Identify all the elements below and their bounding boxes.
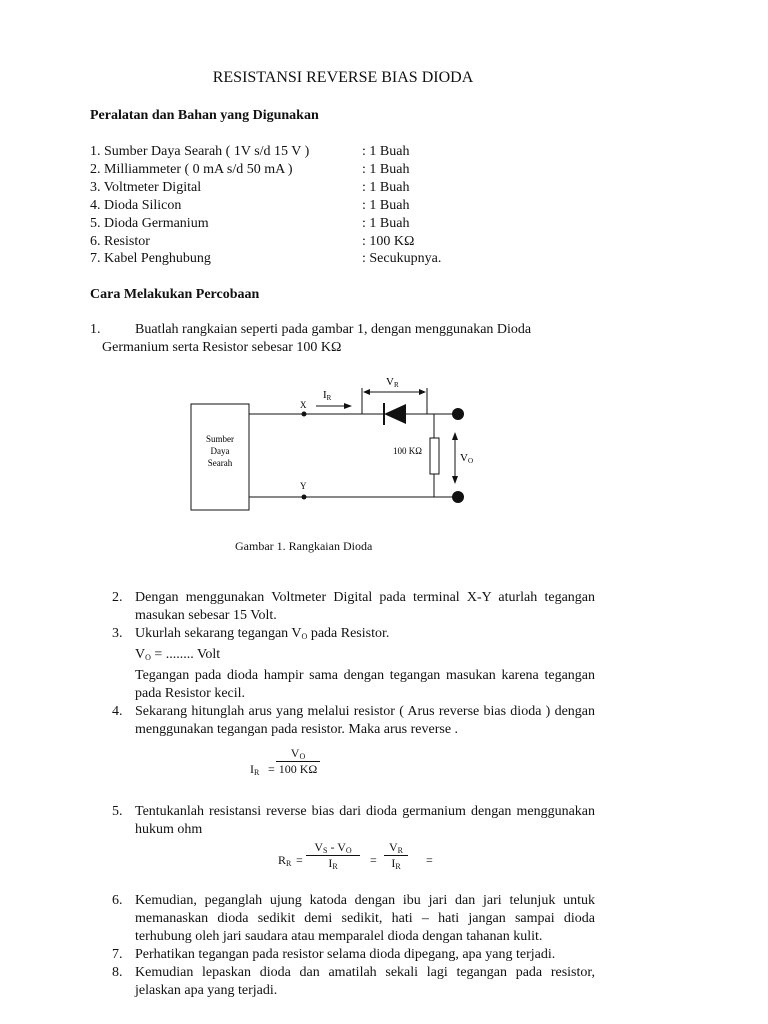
formula1-denominator: 100 KΩ	[278, 762, 318, 776]
power-source-box	[191, 404, 249, 510]
equipment-qty: : 100 KΩ	[362, 233, 415, 249]
steps-list-c	[90, 892, 595, 1000]
equipment-qty: : 1 Buah	[362, 161, 410, 177]
equipment-qty: : 1 Buah	[362, 197, 410, 213]
vo-label-main: V	[460, 452, 468, 464]
formula2-num2-main: V	[388, 840, 398, 854]
vo-label	[460, 452, 473, 465]
step-3-line1-post: pada Resistor.	[307, 626, 390, 641]
list-item	[90, 964, 595, 1000]
step-3-line2	[135, 646, 595, 667]
formula2-numerator-1	[306, 840, 360, 855]
formula2-denominator-1	[306, 856, 360, 871]
formula1-fraction	[276, 746, 320, 777]
power-source-label-3: Searah	[207, 458, 233, 468]
formula2-den1-main: I	[328, 856, 333, 870]
diode-symbol	[384, 404, 406, 424]
formula2-equals-3: =	[426, 853, 433, 867]
vo-label-sub: O	[467, 457, 474, 465]
formula2-num1-mid: - V	[327, 840, 346, 854]
step-number: 4.	[112, 704, 123, 719]
formula2-fraction-2	[384, 840, 408, 871]
steps-list-a	[90, 589, 595, 739]
label-y: Y	[300, 481, 307, 491]
step-number: 3.	[112, 626, 123, 641]
power-source-label-2: Daya	[210, 446, 230, 456]
step-3-line2-post: = ........ Volt	[150, 647, 221, 662]
vr-arrow-head-right	[419, 389, 426, 395]
vr-arrow-head-left	[363, 389, 370, 395]
formula1-num-main: V	[290, 746, 300, 760]
list-item	[90, 625, 595, 703]
equipment-name: 4. Dioda Silicon	[90, 197, 182, 213]
step-text: Dengan menggunakan Voltmeter Digital pada terminal X-Y aturlah tegangan masukan sebesar 15 Volt.	[135, 590, 595, 623]
resistor-symbol	[430, 438, 439, 474]
step-1-text-line1: Buatlah rangkaian seperti pada gambar 1, dengan menggunakan Dioda	[135, 322, 532, 337]
ir-label-sub: R	[326, 394, 332, 402]
node-y	[302, 495, 307, 500]
step-number: 5.	[112, 804, 123, 819]
vr-label	[386, 376, 399, 389]
formula2-fraction-1	[306, 840, 360, 871]
vr-label-sub: R	[393, 381, 399, 389]
equipment-qty: : 1 Buah	[362, 144, 410, 159]
node-x	[302, 412, 307, 417]
formula2-num1-a: V	[314, 840, 323, 854]
formula2-den2-sub: R	[395, 862, 401, 871]
formula1-lhs-sub: R	[254, 768, 260, 777]
equipment-qty: : 1 Buah	[362, 179, 410, 195]
step-text: Sekarang hitunglah arus yang melalui resistor ( Arus reverse bias dioda ) dengan menggunakan tegangan pada resistor. Maka arus reverse .	[135, 704, 595, 737]
equipment-name: 1. Sumber Daya Searah ( 1V s/d 15 V )	[90, 144, 310, 159]
formula1-lhs	[250, 760, 259, 782]
procedure-heading: Cara Melakukan Percobaan	[90, 287, 260, 302]
formula2-numerator-2	[384, 840, 408, 855]
step-1-text-line2: Germanium serta Resistor sebesar 100 KΩ	[102, 340, 342, 355]
formula1-equals: =	[268, 762, 275, 776]
formula2-num1-a-sub: S	[322, 846, 328, 855]
list-item	[90, 946, 595, 964]
step-number: 8.	[112, 965, 123, 980]
formula2-lhs-main: R	[278, 853, 287, 867]
step-3-line1	[135, 625, 595, 646]
step-3-line2-pre: V	[135, 647, 146, 662]
formula2-lhs	[278, 851, 291, 873]
equipment-name: 6. Resistor	[90, 233, 150, 249]
figure-caption: Gambar 1. Rangkaian Dioda	[235, 539, 373, 553]
vo-arrow-head-top	[452, 432, 458, 440]
equipment-heading: Peralatan dan Bahan yang Digunakan	[90, 108, 319, 123]
step-3-line3: Tegangan pada dioda hampir sama dengan tegangan masukan karena tegangan pada Resistor kecil.	[135, 668, 595, 701]
step-number: 7.	[112, 947, 123, 962]
formula2-equals-1: =	[296, 853, 303, 867]
terminal-top	[452, 408, 464, 420]
vr-label-main: V	[386, 376, 394, 388]
power-source-label-1: Sumber	[206, 434, 234, 444]
equipment-name: 7. Kabel Penghubung	[90, 251, 211, 267]
step-3-line1-sub: O	[301, 632, 308, 641]
list-item	[90, 803, 595, 839]
resistor-label: 100 KΩ	[393, 446, 422, 456]
step-3-line1-pre: Ukurlah sekarang tegangan V	[135, 626, 302, 641]
step-text: Kemudian lepaskan dioda dan amatilah sekali lagi tegangan pada resistor, jelaskan apa yang terjadi.	[135, 965, 595, 998]
ir-arrow-head	[344, 403, 352, 409]
equipment-name: 3. Voltmeter Digital	[90, 179, 202, 195]
vo-arrow-head-bottom	[452, 476, 458, 484]
step-number: 2.	[112, 590, 123, 605]
step-1-number: 1.	[90, 322, 101, 337]
formula2-num1-b-sub: O	[345, 846, 352, 855]
ir-label-main: I	[323, 389, 327, 401]
equipment-name: 5. Dioda Germanium	[90, 215, 209, 231]
equipment-qty: : 1 Buah	[362, 215, 410, 231]
step-number: 6.	[112, 893, 123, 908]
equipment-name: 2. Milliammeter ( 0 mA s/d 50 mA )	[90, 161, 293, 177]
terminal-bottom	[452, 491, 464, 503]
equipment-qty: : Secukupnya.	[362, 251, 442, 267]
formula2-denominator-2	[384, 856, 408, 871]
formula1-lhs-main: I	[250, 762, 254, 776]
steps-list-b	[90, 803, 595, 839]
formula2-den2-main: I	[391, 856, 396, 870]
list-item	[90, 589, 595, 625]
formula2-equals-2: =	[370, 853, 377, 867]
list-item	[90, 892, 595, 946]
label-x: X	[300, 400, 307, 410]
page-title: RESISTANSI REVERSE BIAS DIODA	[212, 69, 474, 86]
step-3-line2-sub: O	[145, 653, 151, 662]
list-item	[90, 703, 595, 739]
formula2-den1-sub: R	[332, 862, 338, 871]
formula1-num-sub: O	[299, 752, 306, 761]
step-text: Perhatikan tegangan pada resistor selama dioda dipegang, apa yang terjadi.	[135, 947, 556, 962]
formula2-num2-sub: R	[397, 846, 403, 855]
formula2-lhs-sub: R	[286, 859, 292, 868]
step-text: Kemudian, peganglah ujung katoda dengan ibu jari dan jari telunjuk untuk memanaskan dioda sedikit demi sedikit, hati – hati jangan sampai dioda terhubung oleh jari saudara atau memparalel dioda dengan tahanan kulit.	[135, 893, 595, 944]
formula1-numerator	[276, 746, 320, 761]
step-text: Tentukanlah resistansi reverse bias dari dioda germanium dengan menggunakan hukum ohm	[135, 804, 595, 837]
ir-label	[323, 389, 332, 402]
